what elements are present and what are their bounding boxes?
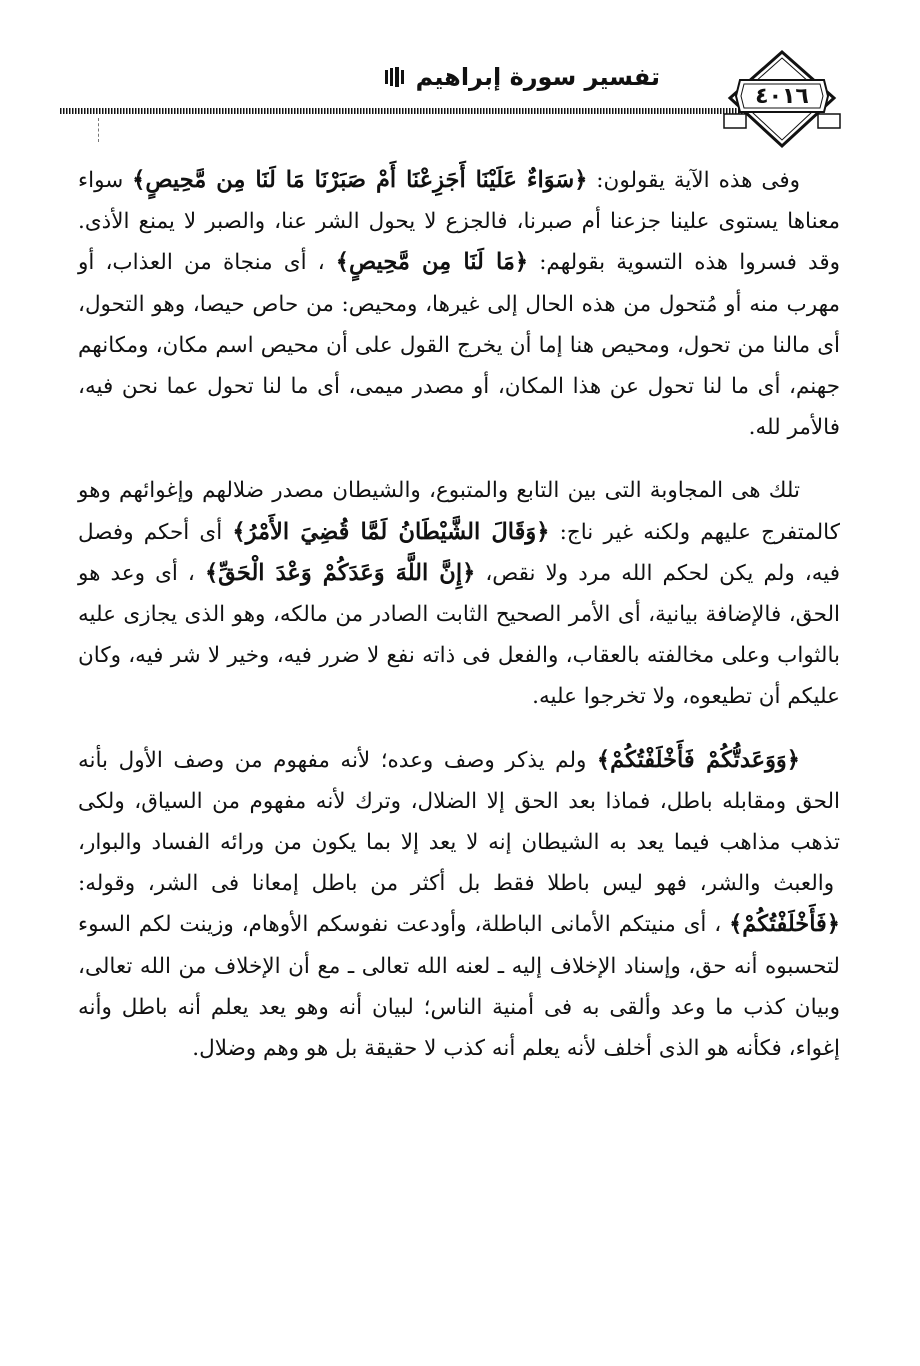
- quran-verse: ﴿وَقَالَ الشَّيْطَانُ لَمَّا قُضِيَ الأَمْرُ﴾: [232, 518, 550, 545]
- text-segment: أى أحكم وفصل فيه، ولم يكن لحكم الله مرد ولا نقص،: [78, 519, 841, 586]
- text-segment: ، أى منيتكم الأمانى الباطلة، وأودعت نفوسكم الأوهام، وزينت لكم السوء لتحسبوه أنه حق، وإسناد الإخلاف إليه ـ لعنه الله تعالى ـ مع أن الإخلاف من الله تعالى، وبيان كذب ما وعد وألقى به فى أمنية الناس؛ لبيان أنه وهو يعد يعلم أنه باطل وأنه إغواء، فكأنه هو الذى أخلف لأنه يعلم أنه كذب لا حقيقة بل هو وهم وضلال.: [78, 912, 840, 1062]
- body-text: [78, 160, 840, 1091]
- running-title: تفسير سورة إبراهيم: [415, 63, 660, 91]
- quran-verse: ﴿وَوَعَدتُّكُمْ فَأَخْلَفْتُكُمْ﴾: [596, 746, 800, 773]
- quran-verse: ﴿مَا لَنَا مِن مَّحِيصٍ﴾: [335, 249, 529, 276]
- text-segment: وفى هذه الآية يقولون:: [587, 168, 800, 193]
- paragraph: [78, 470, 840, 717]
- margin-mark: [98, 118, 100, 142]
- running-title-group: [384, 60, 660, 94]
- quran-verse: ﴿فَأَخْلَفْتُكُمْ﴾: [729, 911, 840, 938]
- text-segment: تلك هى المجاوبة التى بين التابع والمتبوع، والشيطان مصدر ضلالهم وإغوائهم وهو كالمتفرج عليهم ولكنه غير ناج:: [78, 478, 840, 545]
- paragraph: [78, 160, 840, 448]
- quran-verse: ﴿سَوَاءٌ عَلَيْنَا أَجَزِعْنَا أَمْ صَبَرْنَا مَا لَنَا مِن مَّحِيصٍ﴾: [132, 167, 588, 193]
- text-segment: ، أى وعد هو الحق، فالإضافة بيانية، أى الأمر الصحيح الثابت الصادر من مالكه، وهو الذى يجازى عليه بالثواب وعلى مخالفته بالعقاب، والفعل فى ذاته نفع لا ضرر فيه، وخير لا شر فيه، وكان عليكم أن تطيعوه، ولا تخرجوا عليه.: [78, 560, 840, 710]
- header-rule-line: [60, 108, 750, 114]
- page-number: ٤٠١٦: [755, 84, 809, 109]
- quran-verse: ﴿إِنَّ اللَّهَ وَعَدَكُمْ وَعْدَ الْحَقِّ﴾: [204, 559, 476, 586]
- ornament-icon: [384, 66, 406, 88]
- paragraph: [78, 740, 840, 1070]
- page-header: [60, 50, 860, 150]
- text-segment: سواء معناها يستوى علينا جزعنا أم صبرنا، فالجزع لا يحول الشر عنا، والصبر لا يمنع الأذى. وقد فسروا هذه التسوية بقولهم:: [78, 168, 840, 276]
- text-segment: ، أى منجاة من العذاب، أو مهرب منه أو مُتحول من هذه الحال إلى غيرها، ومحيص: من حاص حيصا، وهو التحول، أى مالنا من تحول، ومحيص هنا إما أن يخرج القول على أن محيص اسم مكان، ومكانهم جهنم، أى ما لنا تحول عن هذا المكان، أو مصدر ميمى، أى ما لنا تحول عما نحن فيه، فالأمر لله.: [78, 250, 840, 441]
- text-segment: ولم يذكر وصف وعده؛ لأنه مفهوم من وصف الأول بأنه الحق ومقابله باطل، فماذا بعد الحق إلا الضلال، وترك لأنه مفهوم من السياق، ولكى تذهب مذاهب فيما يعد به الشيطان إنه لا يعد إلا بما يكون من ورائه الفساد والبوار، والعبث والشر، فهو ليس باطلا فقط بل أكثر من باطل إمعانا فى الشر، وقوله:: [78, 747, 840, 897]
